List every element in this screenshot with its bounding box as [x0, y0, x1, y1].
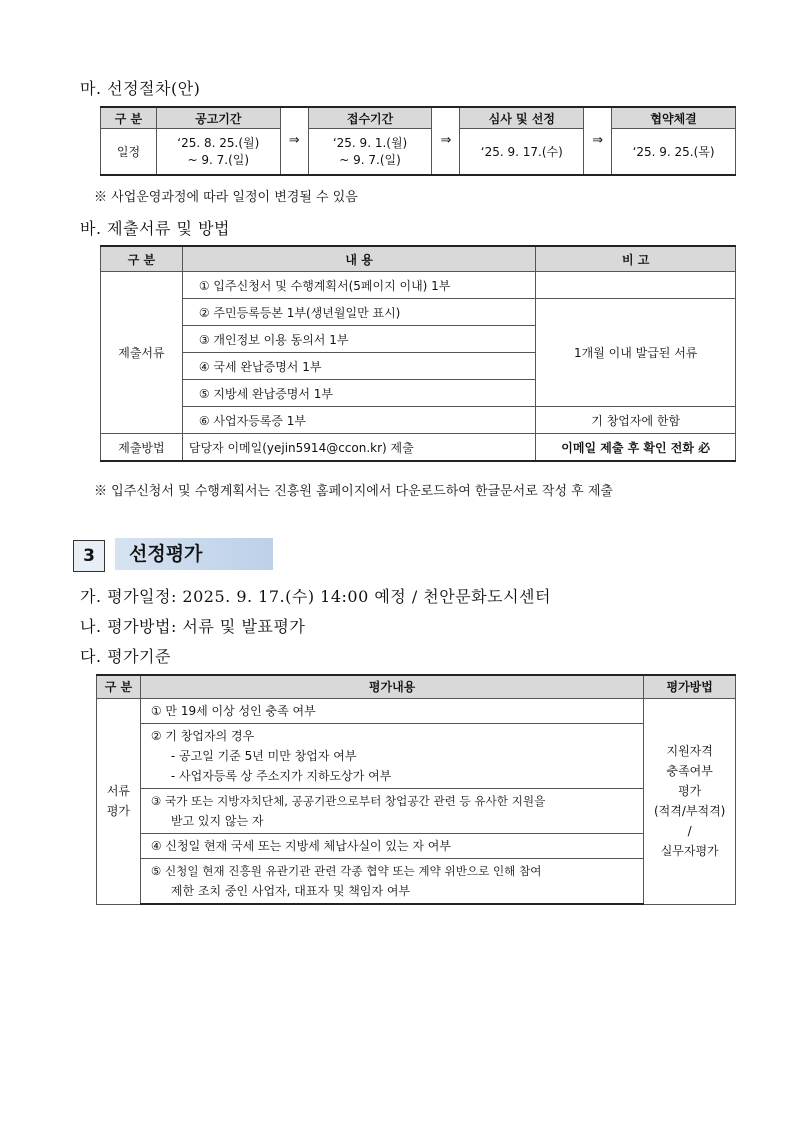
documents-note: ※ 입주신청서 및 수행계획서는 진흥원 홈페이지에서 다운로드하여 한글문서로 작성 후 제출 [94, 484, 613, 499]
section-number: 3 [73, 540, 105, 572]
crit-item-line: - 사업자등록 상 주소지가 지하도상가 여부 [170, 769, 392, 783]
arrow-icon: ⇒ [280, 107, 308, 175]
section-title: 선정평가 [115, 538, 273, 570]
crit-item [140, 859, 643, 905]
docs-header-remark: 비 고 [536, 246, 736, 272]
step-date [156, 129, 280, 175]
step-date: ‘25. 9. 17.(수) [460, 129, 584, 175]
doc-item: ② 주민등록등본 1부(생년월일만 표시) [182, 299, 536, 326]
crit-method-line: (적격/부적격) [653, 804, 726, 819]
crit-category-line: 평가 [106, 804, 131, 819]
crit-method [644, 699, 736, 905]
docs-category: 제출서류 [101, 272, 183, 434]
section-ma-heading: 마. 선정절차(안) [80, 79, 201, 98]
method-remark: 이메일 제출 후 확인 전화 必 [536, 434, 736, 462]
schedule-table [100, 106, 736, 176]
step-title: 협약체결 [612, 107, 736, 129]
crit-category [97, 699, 141, 905]
step-date-line2: ~ 9. 7.(일) [187, 153, 250, 168]
crit-method-line: 지원자격 [666, 744, 713, 759]
eval-criteria-heading: 다. 평가기준 [80, 647, 171, 666]
step-date-line1: ‘25. 8. 25.(월) [177, 136, 260, 151]
method-label: 제출방법 [101, 434, 183, 462]
doc-remark: 기 창업자에 한함 [536, 407, 736, 434]
crit-method-line: 실무자평가 [660, 844, 719, 859]
doc-remark: 1개월 이내 발급된 서류 [536, 299, 736, 407]
section-ba-heading: 바. 제출서류 및 방법 [80, 219, 230, 238]
crit-method-line: 충족여부 [666, 764, 713, 779]
docs-header-content: 내 용 [182, 246, 536, 272]
step-date-line2: ~ 9. 7.(일) [339, 153, 401, 168]
doc-item: ④ 국세 완납증명서 1부 [182, 353, 536, 380]
doc-item: ① 입주신청서 및 수행계획서(5페이지 이내) 1부 [182, 272, 536, 299]
step-title: 접수기간 [308, 107, 432, 129]
doc-item: ⑤ 지방세 완납증명서 1부 [182, 380, 536, 407]
crit-method-line: / [687, 824, 692, 839]
crit-method-line: 평가 [678, 784, 702, 799]
criteria-table [96, 674, 736, 905]
doc-item: ③ 개인정보 이용 동의서 1부 [182, 326, 536, 353]
crit-item-line: ② 기 창업자의 경우 [150, 729, 255, 743]
crit-item-line: ⑤ 신청일 현재 진흥원 유관기관 관련 각종 협약 또는 계약 위반으로 인해 참여 [150, 864, 542, 878]
doc-item: ⑥ 사업자등록증 1부 [182, 407, 536, 434]
schedule-col-label: 구 분 [101, 107, 157, 129]
crit-item [140, 724, 643, 789]
crit-item: ① 만 19세 이상 성인 충족 여부 [140, 699, 643, 724]
eval-method: 나. 평가방법: 서류 및 발표평가 [80, 617, 306, 636]
arrow-icon: ⇒ [432, 107, 460, 175]
crit-item-line: 받고 있지 않는 자 [170, 814, 264, 828]
step-title: 공고기간 [156, 107, 280, 129]
method-content: 담당자 이메일(yejin5914@ccon.kr) 제출 [182, 434, 536, 462]
crit-header-method: 평가방법 [644, 675, 736, 699]
documents-table [100, 245, 736, 462]
crit-category-line: 서류 [106, 784, 131, 799]
step-date: ‘25. 9. 25.(목) [612, 129, 736, 175]
arrow-icon: ⇒ [584, 107, 612, 175]
crit-item-line: ③ 국가 또는 지방자치단체, 공공기관으로부터 창업공간 관련 등 유사한 지원을 [150, 794, 546, 808]
crit-item: ④ 신청일 현재 국세 또는 지방세 체납사실이 있는 자 여부 [140, 834, 643, 859]
schedule-row-label: 일정 [101, 129, 157, 175]
crit-item-line: - 공고일 기준 5년 미만 창업자 여부 [170, 749, 357, 763]
docs-header-category: 구 분 [101, 246, 183, 272]
crit-item [140, 789, 643, 834]
doc-remark-empty [536, 272, 736, 299]
crit-header-content: 평가내용 [140, 675, 643, 699]
step-date-line1: ‘25. 9. 1.(월) [332, 136, 408, 151]
step-date [308, 129, 432, 175]
eval-schedule: 가. 평가일정: 2025. 9. 17.(수) 14:00 예정 / 천안문화도시센터 [80, 587, 551, 606]
crit-header-category: 구 분 [97, 675, 141, 699]
step-title: 심사 및 선정 [460, 107, 584, 129]
crit-item-line: 제한 조치 중인 사업자, 대표자 및 책임자 여부 [170, 884, 411, 898]
schedule-note: ※ 사업운영과정에 따라 일정이 변경될 수 있음 [94, 190, 358, 205]
